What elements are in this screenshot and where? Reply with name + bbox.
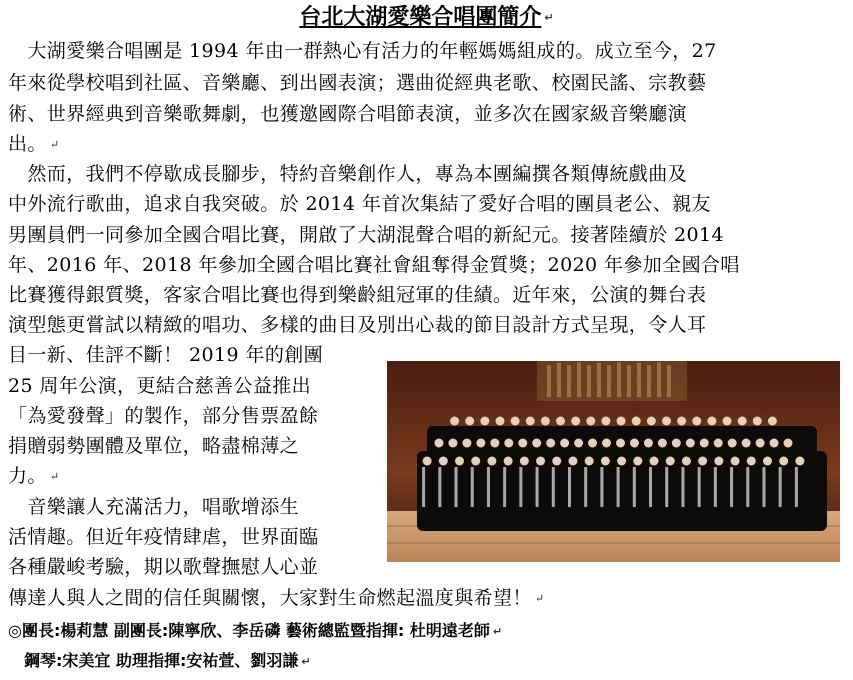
paragraph-line: 男團員們一同參加全國合唱比賽，開啟了大湖混聲合唱的新紀元。接著陸續於 2014 <box>8 224 724 246</box>
paragraph-line: 大湖愛樂合唱團是 1994 年由一群熱心有活力的年輕媽媽組成的。成立至今，27 <box>8 40 717 62</box>
paragraph-line: 活情趣。但近年疫情肆虐，世界面臨 <box>8 526 319 548</box>
document-title: 台北大湖愛樂合唱團簡介 ↵ <box>299 5 554 30</box>
paragraph-line: 捐贈弱勢團體及單位，略盡棉薄之 <box>8 435 300 457</box>
paragraph-line: 年、2016 年、2018 年參加全國合唱比賽社會組奪得金質獎；2020 年參加全國合唱 <box>8 254 740 276</box>
paragraph-line: 力。 ↵ <box>8 465 60 487</box>
paragraph-line: 25 周年公演，更結合慈善公益推出 <box>8 375 312 397</box>
paragraph-line: 中外流行歌曲，追求自我突破。於 2014 年首次集結了愛好合唱的團員老公、親友 <box>8 193 712 215</box>
paragraph-line: 演型態更嘗試以精緻的唱功、多樣的曲目及別出心裁的節目設計方式呈現，令人耳 <box>8 314 707 336</box>
paragraph-line: 傳達人與人之間的信任與關懷，大家對生命燃起溫度與希望！ ↵ <box>8 587 545 609</box>
paragraph-line: 音樂讓人充滿活力，唱歌增添生 <box>8 496 300 518</box>
credits-line: 鋼琴:宋美宜 助理指揮:安祐萱、劉羽謙 ↵ <box>8 651 311 670</box>
choir-photo <box>387 361 840 562</box>
paragraph-line: 目一新、佳評不斷！ 2019 年的創團 <box>8 344 324 366</box>
paragraph-line: 比賽獲得銀質獎，客家合唱比賽也得到樂齡組冠軍的佳績。近年來，公演的舞台表 <box>8 284 707 306</box>
paragraph-line: 術、世界經典到音樂歌舞劇，也獲邀國際合唱節表演，並多次在國家級音樂廳演 <box>8 103 688 125</box>
paragraph-line: 各種嚴峻考驗，期以歌聲撫慰人心並 <box>8 556 319 578</box>
credits-line: ◎團長:楊莉慧 副團長:陳寧欣、李岳磷 藝術總監暨指揮: 杜明遠老師 ↵ <box>8 621 503 640</box>
paragraph-line: 然而，我們不停歇成長腳步，特約音樂創作人，專為本團編撰各類傳統戲曲及 <box>8 163 688 185</box>
paragraph-line: 年來從學校唱到社區、音樂廳、到出國表演；選曲從經典老歌、校園民謠、宗教藝 <box>8 72 707 94</box>
paragraph-line: 出。 ↵ <box>8 133 60 155</box>
paragraph-line: 「為愛發聲」的製作，部分售票盈餘 <box>8 405 319 427</box>
